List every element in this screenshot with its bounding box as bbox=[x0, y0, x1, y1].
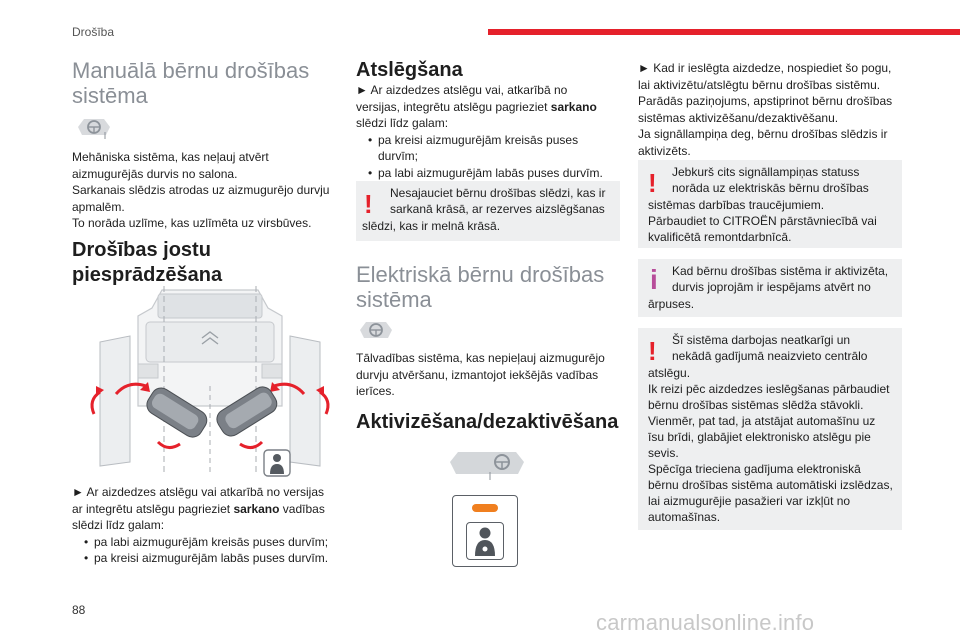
warning-icon: ! bbox=[364, 189, 373, 219]
list-item: • pa kreisi aizmugurējām labās puses durvīm. bbox=[72, 550, 344, 567]
text-line: bērnu drošības sistēmas slēdža stāvokli. bbox=[648, 398, 864, 412]
text-line: ► Ar aizdedzes atslēgu vai atkarībā no versijas bbox=[72, 485, 325, 499]
text-line: To norāda uzlīme, kas uzlīmēta uz virsbūves. bbox=[72, 216, 312, 230]
text-line: durvju atvēršanu, izmantojot iekšējās vadības bbox=[356, 367, 599, 382]
text-line: aktivizēts. bbox=[638, 143, 691, 158]
text-line: nekādā gadījumā neaizvieto centrālo bbox=[672, 349, 868, 363]
list-item: • pa labi aizmugurējām labās puses durvīm. bbox=[356, 165, 620, 182]
text-line: lai aktivizētu/atslēgtu bērnu drošības sistēmu. bbox=[638, 77, 881, 92]
text-line: apmalēm. bbox=[72, 199, 125, 214]
child-lock-button[interactable] bbox=[452, 495, 518, 567]
text-line: slēdzi, kas ir melnā krāsā. bbox=[362, 219, 501, 233]
text-line: sarkanā krāsā, ar rezerves aizslēgšanas bbox=[390, 202, 605, 216]
text-line: Šī sistēma darbojas neatkarīgi un bbox=[672, 333, 851, 347]
list-item: • pa labi aizmugurējām kreisās puses durvīm; bbox=[72, 534, 344, 551]
info-note-outside-open bbox=[638, 259, 902, 317]
text-line: ► Kad ir ieslēgta aizdedze, nospiediet šo pogu, bbox=[638, 61, 892, 75]
seatbelt-instructions bbox=[72, 484, 344, 567]
text-line: Ja signāllampiņa deg, bērnu drošības slēdzis ir bbox=[638, 127, 888, 141]
text-line: ārpuses. bbox=[648, 297, 695, 311]
text-line: kvalificētā remontdarbnīcā. bbox=[648, 230, 792, 244]
text-line: sistēmas aktivizēšanu/dezaktivēšanu. bbox=[638, 110, 839, 125]
text-line: bērnu drošības sistēma automātiski izslēdzas, bbox=[648, 478, 893, 492]
text-line: ierīces. bbox=[356, 384, 395, 398]
text-line: Spēcīga trieciena gadījuma elektroniskā bbox=[648, 462, 861, 476]
press-button-instructions bbox=[638, 60, 902, 159]
text-line: Sarkanais slēdzis atrodas uz aizmugurējo durvju bbox=[72, 183, 330, 197]
list-item: • pa kreisi aizmugurējām kreisās puses bbox=[356, 132, 620, 149]
indicator-led bbox=[472, 504, 498, 512]
warning-icon: ! bbox=[648, 336, 657, 366]
text-line: Mehāniska sistēma, kas neļauj atvērt bbox=[72, 150, 269, 164]
text-line: sevis. bbox=[648, 446, 679, 460]
text-line: Nesajauciet bērnu drošības slēdzi, kas ir bbox=[390, 186, 606, 200]
child-lock-icon bbox=[466, 522, 504, 560]
steering-wheel-icon bbox=[360, 318, 392, 344]
title-electric-child-lock: Elektriskā bērnu drošības sistēma bbox=[356, 262, 605, 312]
steering-wheel-icon bbox=[78, 115, 110, 141]
text-line: slēdzi līdz galam: bbox=[356, 116, 449, 130]
warning-note-status bbox=[638, 160, 902, 248]
warning-note-independent bbox=[638, 328, 902, 530]
text-line: ar integrētu atslēgu pagrieziet sarkano vadības bbox=[72, 501, 325, 516]
page-number: 88 bbox=[72, 603, 86, 617]
text-line: slēdzi līdz galam: bbox=[72, 518, 165, 532]
watermark: carmanualsonline.info bbox=[596, 610, 815, 635]
text-line: Parādās paziņojums, apstiprinot bērnu drošības bbox=[638, 94, 893, 108]
text-line: sistēmas darbības traucējumiem. bbox=[648, 198, 825, 212]
title-locking: Atslēgšana bbox=[356, 59, 463, 81]
text-line: Jebkurš cits signāllampiņas statuss bbox=[672, 165, 860, 179]
text-line: Kad bērnu drošības sistēma ir aktivizēta, bbox=[672, 264, 889, 278]
text-line: durvis joprojām ir iespējams atvērt no bbox=[672, 280, 871, 294]
title-activation: Aktivizēšana/dezaktivēšana bbox=[356, 411, 619, 433]
text-line: lai aizmugurējie pasažieri var izkļūt no bbox=[648, 494, 851, 508]
text-line: Ik reizi pēc aizdedzes ieslēgšanas pārbaudiet bbox=[648, 382, 890, 396]
text-line: īsu brīdi, glabājiet elektronisko atslēgu pie bbox=[648, 430, 871, 444]
text-line: Vienmēr, pat tad, ja atstājat automašīnu uz bbox=[648, 414, 876, 428]
manual-description bbox=[72, 149, 342, 232]
text-line: aizmugurējās durvis no salona. bbox=[72, 166, 238, 181]
info-icon: i bbox=[650, 264, 658, 295]
text-line: versijas, integrētu atslēgu pagrieziet sarkano bbox=[356, 99, 597, 114]
text-line: Pārbaudiet to CITROËN pārstāvniecībā vai bbox=[648, 214, 877, 228]
title-seatbelt: Drošības jostu piesprādzēšana bbox=[72, 239, 223, 286]
car-rear-illustration bbox=[86, 286, 334, 478]
section-header: Drošība bbox=[72, 25, 115, 39]
text-line: ► Ar aizdedzes atslēgu vai, atkarībā no bbox=[356, 83, 568, 97]
text-line: norāda uz elektriskās bērnu drošības bbox=[672, 181, 869, 195]
locking-instructions bbox=[356, 82, 620, 181]
electric-description bbox=[356, 350, 620, 400]
warning-note-red-key bbox=[356, 181, 620, 241]
header-accent-bar bbox=[488, 29, 960, 35]
text-line: automašīnas. bbox=[648, 510, 721, 524]
warning-icon: ! bbox=[648, 168, 657, 198]
text-line: durvīm; bbox=[378, 149, 419, 163]
text-line: Tālvadības sistēma, kas nepieļauj aizmugurējo bbox=[356, 351, 605, 365]
text-line: atslēgu. bbox=[648, 366, 691, 380]
steering-wheel-icon bbox=[450, 450, 524, 482]
title-manual-child-lock: Manuālā bērnu drošības sistēma bbox=[72, 58, 310, 108]
